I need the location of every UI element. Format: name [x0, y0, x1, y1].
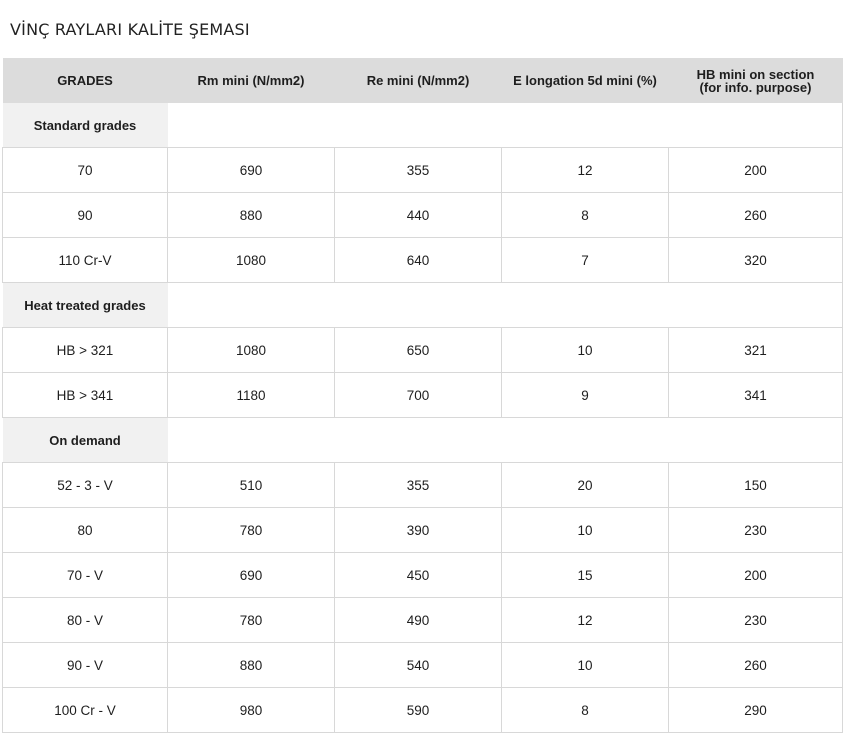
table-row: [3, 373, 843, 418]
hb-cell: 200: [669, 148, 843, 193]
table-header: [3, 58, 843, 103]
rm-cell: 980: [168, 688, 335, 733]
group-label: Heat treated grades: [3, 283, 168, 328]
table-row: [3, 238, 843, 283]
grade-cell: 70: [3, 148, 168, 193]
grade-cell: 90: [3, 193, 168, 238]
hb-cell: 260: [669, 643, 843, 688]
group-row: [3, 418, 843, 463]
grade-cell: 90 - V: [3, 643, 168, 688]
grade-cell: HB > 321: [3, 328, 168, 373]
elongation-cell: 8: [502, 193, 669, 238]
table-row: [3, 193, 843, 238]
rm-cell: 780: [168, 598, 335, 643]
elongation-cell: 9: [502, 373, 669, 418]
elongation-cell: 12: [502, 598, 669, 643]
grade-cell: 70 - V: [3, 553, 168, 598]
header-rm-mini: Rm mini (N/mm2): [168, 58, 335, 103]
header-grades: GRADES: [3, 58, 168, 103]
table-row: [3, 688, 843, 733]
hb-cell: 320: [669, 238, 843, 283]
grade-cell: 80 - V: [3, 598, 168, 643]
rm-cell: 1080: [168, 238, 335, 283]
group-spacer: [168, 103, 843, 148]
grade-cell: 110 Cr-V: [3, 238, 168, 283]
re-cell: 440: [335, 193, 502, 238]
table-body: [3, 103, 843, 733]
table-row: [3, 553, 843, 598]
group-label: Standard grades: [3, 103, 168, 148]
re-cell: 540: [335, 643, 502, 688]
elongation-cell: 10: [502, 508, 669, 553]
group-row: [3, 283, 843, 328]
hb-cell: 230: [669, 598, 843, 643]
re-cell: 390: [335, 508, 502, 553]
elongation-cell: 8: [502, 688, 669, 733]
header-hb-mini-line1: HB mini on section: [696, 66, 815, 82]
grade-cell: 80: [3, 508, 168, 553]
rm-cell: 510: [168, 463, 335, 508]
rm-cell: 880: [168, 643, 335, 688]
page-title: VİNÇ RAYLARI KALİTE ŞEMASI: [10, 20, 250, 39]
hb-cell: 230: [669, 508, 843, 553]
elongation-cell: 12: [502, 148, 669, 193]
re-cell: 700: [335, 373, 502, 418]
header-elongation: E longation 5d mini (%): [502, 58, 669, 103]
header-row: [3, 58, 843, 103]
re-cell: 590: [335, 688, 502, 733]
grade-cell: 52 - 3 - V: [3, 463, 168, 508]
table-row: [3, 148, 843, 193]
elongation-cell: 15: [502, 553, 669, 598]
rm-cell: 690: [168, 148, 335, 193]
grade-cell: 100 Cr - V: [3, 688, 168, 733]
hb-cell: 200: [669, 553, 843, 598]
re-cell: 490: [335, 598, 502, 643]
header-re-mini: Re mini (N/mm2): [335, 58, 502, 103]
group-label: On demand: [3, 418, 168, 463]
grade-cell: HB > 341: [3, 373, 168, 418]
elongation-cell: 10: [502, 643, 669, 688]
rm-cell: 780: [168, 508, 335, 553]
table-row: [3, 328, 843, 373]
header-hb-mini-line2: (for info. purpose): [699, 79, 812, 95]
elongation-cell: 7: [502, 238, 669, 283]
hb-cell: 150: [669, 463, 843, 508]
re-cell: 640: [335, 238, 502, 283]
re-cell: 650: [335, 328, 502, 373]
elongation-cell: 10: [502, 328, 669, 373]
elongation-cell: 20: [502, 463, 669, 508]
rm-cell: 880: [168, 193, 335, 238]
table-row: [3, 643, 843, 688]
re-cell: 450: [335, 553, 502, 598]
rm-cell: 1080: [168, 328, 335, 373]
group-spacer: [168, 418, 843, 463]
group-row: [3, 103, 843, 148]
hb-cell: 341: [669, 373, 843, 418]
group-spacer: [168, 283, 843, 328]
quality-table: [2, 58, 843, 733]
re-cell: 355: [335, 148, 502, 193]
table-row: [3, 463, 843, 508]
table-row: [3, 508, 843, 553]
re-cell: 355: [335, 463, 502, 508]
hb-cell: 290: [669, 688, 843, 733]
header-hb-mini: [669, 58, 843, 103]
table-row: [3, 598, 843, 643]
hb-cell: 321: [669, 328, 843, 373]
rm-cell: 1180: [168, 373, 335, 418]
rm-cell: 690: [168, 553, 335, 598]
hb-cell: 260: [669, 193, 843, 238]
